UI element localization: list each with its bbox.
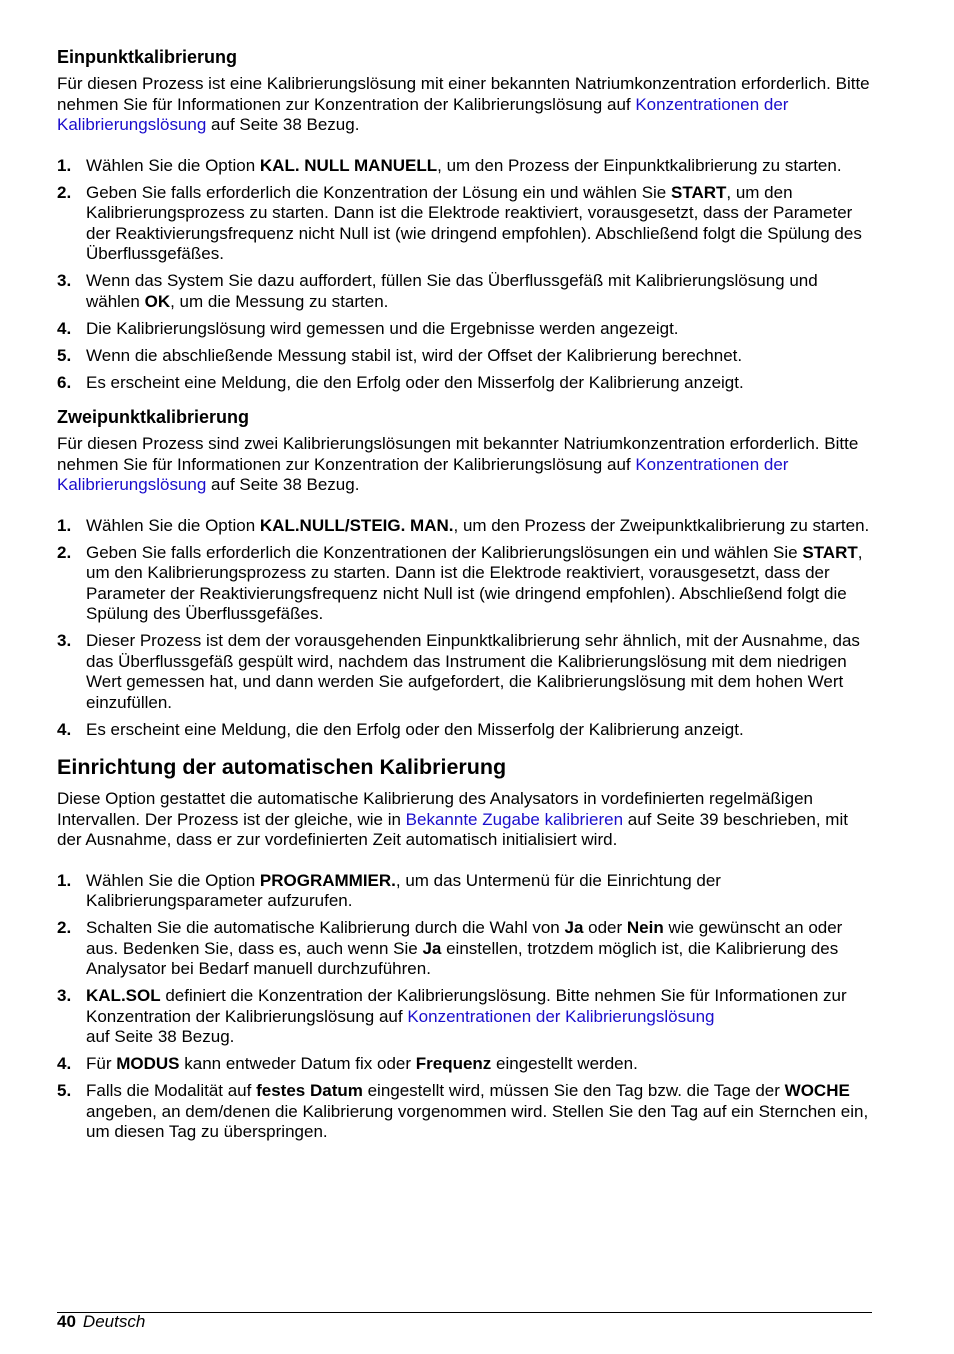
link-konzentrationen[interactable]: Konzentrationen der Kalibrierungslösung [407,1006,715,1026]
list-item: 5. Falls die Modalität auf festes Datum eingestellt wird, müssen Sie den Tag bzw. die Tage der WOCHE angeben, an dem/denen die Kalibrierung vorgenommen wird. Stellen Sie den Tag auf ein Sternchen ein, um diesen Tag zu überspringen. [57,1081,869,1141]
page-content [57,46,875,1149]
list-item: 1. Wählen Sie die Option KAL. NULL MANUELL, um den Prozess der Einpunktkalibrierung zu starten. [57,155,842,175]
list-item: 2. Geben Sie falls erforderlich die Konzentrationen der Kalibrierungslösungen ein und wählen Sie START, um den Kalibrierungsprozess zu starten. Dann ist die Elektrode reaktiviert, vorausgesetzt, dass der Parameter der Reaktivierungsfrequenz nicht Null ist (wie dringend empfohlen). Abschließend folgt die Spülung des Überflussgefäßes. [57,542,863,623]
intro-paragraph-zweipunkt: Für diesen Prozess sind zwei Kalibrierungslösungen mit bekannter Natriumkonzentration erforderlich. Bitte nehmen Sie für Informationen zur Konzentration der Kalibrierungslösung auf Konzentrationen der Kalibrierungslösung auf Seite 38 Bezug. [57,434,859,494]
section-heading-einpunkt: Einpunktkalibrierung [57,47,238,67]
list-item: 3. KAL.SOL definiert die Konzentration der Kalibrierungslösung. Bitte nehmen Sie für Informationen zur Konzentration der Kalibrierungslösung auf Konzentrationen der Kalibrierungslösung auf Seite 38 Bezug. [57,986,847,1046]
list-item: 4. Es erscheint eine Meldung, die den Erfolg oder den Misserfolg der Kalibrierung anzeigt. [57,719,744,739]
list-item: 1. Wählen Sie die Option KAL.NULL/STEIG. MAN., um den Prozess der Zweipunktkalibrierung zu starten. [57,515,870,535]
list-item: 3. Wenn das System Sie dazu auffordert, füllen Sie das Überflussgefäß mit Kalibrierungslösung und wählen OK, um die Messung zu starten. [57,271,818,311]
list-item: 2. Schalten Sie die automatische Kalibrierung durch die Wahl von Ja oder Nein wie gewünscht an oder aus. Bedenken Sie, dass es, auch wenn Sie Ja einstellen, trotzdem möglich ist, die Kalibrierung des Analysator bei Bedarf manuell durchzuführen. [57,918,843,978]
link-konzentrationen[interactable]: Konzentrationen der Kalibrierungslösung [57,94,789,134]
step-list-zweipunkt [57,516,875,741]
list-item: 4. Für MODUS kann entweder Datum fix oder Frequenz eingestellt werden. [57,1054,638,1073]
step-list-auto [57,871,875,1143]
footer-language: Deutsch [82,1312,146,1331]
step-list-einpunkt [57,156,875,394]
list-item: 5. Wenn die abschließende Messung stabil ist, wird der Offset der Kalibrierung berechnet. [57,345,743,365]
list-item: 3. Dieser Prozess ist dem der vorausgehenden Einpunktkalibrierung sehr ähnlich, mit der Ausnahme, das das Überflussgefäß gespült wird, nachdem das Instrument die Kalibrierungslösung mit dem niedrigen Wert gemessen hat, und dann werden Sie aufgefordert, die Kalibrierungslösung mit dem hohen Wert einzufüllen. [57,631,860,712]
intro-paragraph-einpunkt: Für diesen Prozess ist eine Kalibrierungslösung mit einer bekannten Natriumkonzentration erforderlich. Bitte nehmen Sie für Informationen zur Konzentration der Kalibrierungslösung auf Konzentrationen der Kalibrierungslösung auf Seite 38 Bezug. [57,74,870,134]
link-bekannte-zugabe[interactable]: Bekannte Zugabe kalibrieren [405,809,624,829]
section-heading-auto: Einrichtung der automatischen Kalibrierung [57,755,507,779]
list-item: 4. Die Kalibrierungslösung wird gemessen und die Ergebnisse werden angezeigt. [57,318,679,338]
list-item: 6. Es erscheint eine Meldung, die den Erfolg oder den Misserfolg der Kalibrierung anzeigt. [57,372,744,392]
intro-paragraph-auto: Diese Option gestattet die automatische Kalibrierung des Analysators in vordefinierten regelmäßigen Intervallen. Der Prozess ist der gleiche, wie in Bekannte Zugabe kalibrieren auf Seite 39 beschrieben, mit der Ausnahme, dass er zur vordefinierten Zeit automatisch initialisiert wird. [57,789,848,849]
section-heading-zweipunkt: Zweipunktkalibrierung [57,407,250,427]
list-item: 1. Wählen Sie die Option PROGRAMMIER., um das Untermenü für die Einrichtung der Kalibrierungsparameter aufzurufen. [57,870,721,910]
list-item: 2. Geben Sie falls erforderlich die Konzentration der Lösung ein und wählen Sie START, um den Kalibrierungsprozess zu starten. Dann ist die Elektrode reaktiviert, vorausgesetzt, dass der Parameter der Reaktivierungsfrequenz nicht Null ist (wie dringend empfohlen). Abschließend folgt die Spülung des Überflussgefäßes. [57,182,862,263]
link-konzentrationen[interactable]: Konzentrationen der Kalibrierungslösung [57,454,789,494]
footer-divider [57,1312,872,1313]
page-footer [57,1312,145,1333]
page-number: 40 [57,1312,76,1331]
